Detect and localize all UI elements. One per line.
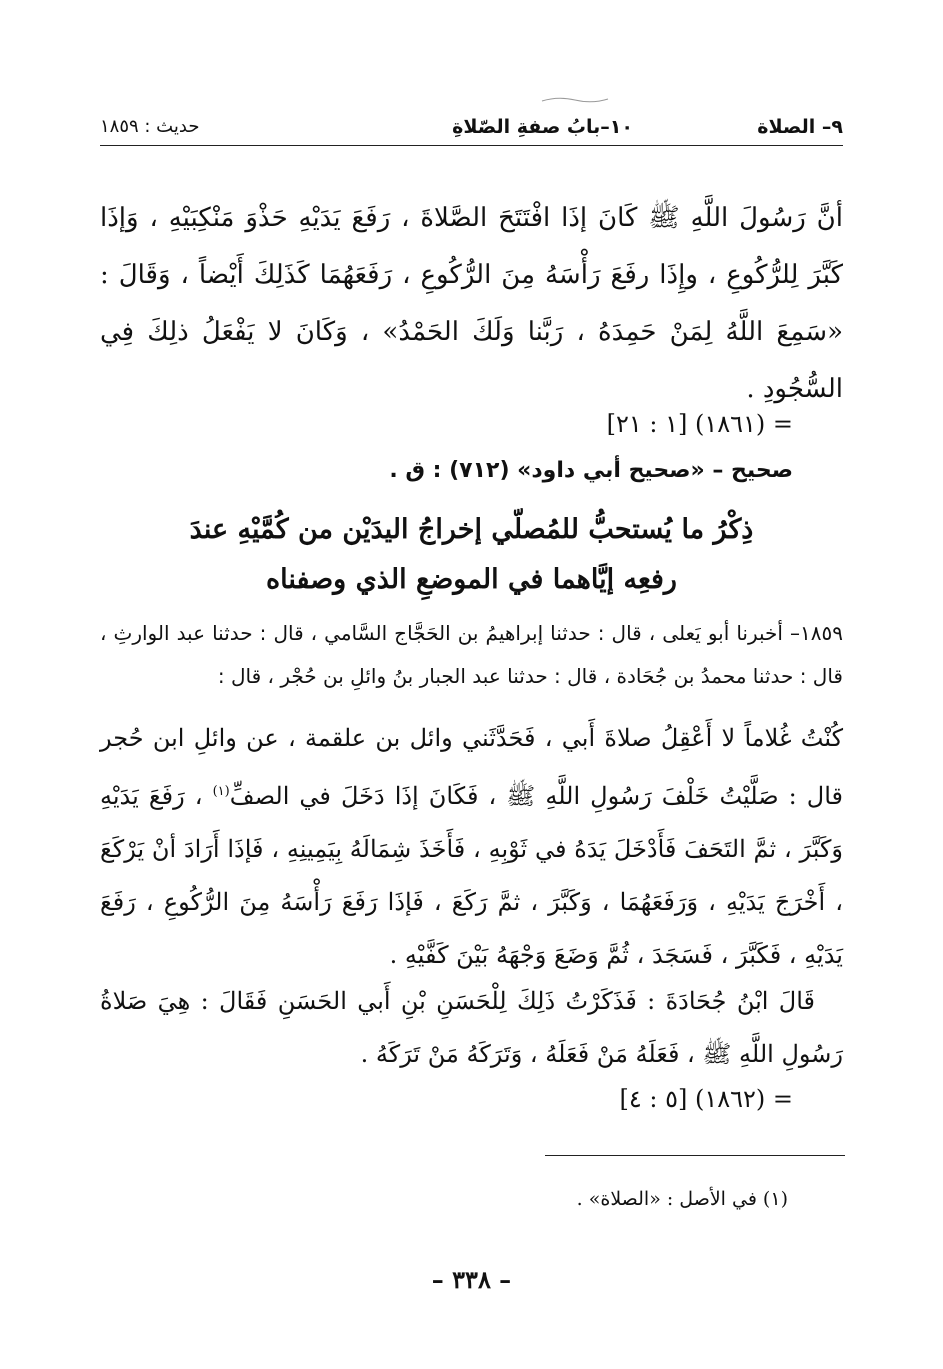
- header-section: ١٠–بابُ صفةِ الصّلاةِ: [452, 116, 633, 138]
- hadith-commentary: قَالَ ابْنُ جُحَادَةَ : فَذَكَرْتُ ذَلِكَ لِلْحَسَنِ بْنِ أَبي الحَسَنِ فَقَالَ : هِيَ صَلاةُ رَسُولِ اللَّهِ ﷺ ، فَعَلَهُ مَنْ فَعَلَهُ ، وَتَرَكَهُ مَنْ تَرَكَهُ .: [100, 987, 843, 1068]
- footnote-1: (١) في الأصل : «الصلاة» .: [576, 1188, 788, 1210]
- footnote-divider: [545, 1155, 845, 1156]
- footnote-marker[interactable]: (١): [212, 784, 230, 799]
- header-hadith-number: حديث : ١٨٥٩: [100, 116, 200, 137]
- chapter-heading-line-2: رفعِه إيَّاهما في الموضعِ الذي وصفناه: [266, 564, 677, 595]
- cross-reference-1862: = (١٨٦٢) [٥ : ٤]: [619, 1085, 793, 1113]
- header-divider: [100, 145, 843, 146]
- hadith-text-continued: أنَّ رَسُولَ اللَّهِ ﷺ كَانَ إذَا افْتَتَحَ الصَّلاةَ ، رَفَعَ يَدَيْهِ حَذْوَ مَنْكِبَيْهِ ، وَإذَا كَبَّرَ لِلرُّكُوعِ ، وإِذَا رفَعَ رَأْسَهُ مِنَ الرُّكُوعِ ، رَفَعَهُمَا كَذَلِكَ أَيْضاً ، وَقَالَ : «سَمِعَ اللَّهُ لِمَنْ حَمِدَهُ ، رَبَّنا وَلَكَ الحَمْدُ» ، وَكَانَ لا يَفْعَلُ ذلِكَ فِي السُّجُودِ .: [100, 203, 843, 404]
- matn-part-1: كُنْتُ غُلاماً لا أَعْقِلُ صلاةَ أَبي ، فَحَدَّثَني وائل بن علقمة ، عن وائلِ ابن حُجر قال : صَلَّيْتُ خَلْفَ رَسُولِ اللَّهِ ﷺ ، فَكَانَ إذَا دَخَلَ في الصفِّ: [100, 724, 844, 810]
- chapter-heading: [100, 505, 843, 605]
- matn-part-2: ، رَفَعَ يَدَيْهِ وَكَبَّرَ ، ثمَّ التَحَفَ فَأَدْخَلَ يَدَهُ في ثَوْبِهِ ، فَأَخَذَ شِمَالَهُ بِيَمِينِهِ ، فَإذَا أَرَادَ أنْ يَرْكَعَ ، أَخْرَجَ يَدَيْهِ ، وَرَفَعَهُمَا ، وَكَبَّرَ ، ثمَّ رَكَعَ ، فَإذَا رَفَعَ رَأْسَهُ مِنَ الرُّكُوعِ ، رَفَعَ يَدَيْهِ ، فَكَبَّرَ ، فَسَجَدَ ، ثُمَّ وَضَعَ وَجْهَهُ بَيْنَ كَفَّيْهِ .: [100, 782, 843, 969]
- header-chapter: ٩– الصلاة: [757, 116, 843, 138]
- header-ornament: [540, 95, 610, 105]
- hadith-matn-1859: [100, 712, 843, 982]
- hadith-isnad-1859: ١٨٥٩– أخبرنا أبو يَعلى ، قال : حدثنا إبراهيمُ بن الحَجَّاج السَّامي ، قال : حدثنا عبد الوارثِ ، قال : حدثنا محمدُ بن جُحَادة ، قال : حدثنا عبد الجبار بنُ وائلِ بن حُجْر ، قال :: [100, 621, 843, 688]
- page-number: – ٣٣٨ –: [431, 1265, 512, 1294]
- chapter-heading-line-1: ذِكْرُ ما يُستحبُّ للمُصلّي إخراجُ اليدَيْن من كُمَّيْهِ عندَ: [189, 514, 754, 545]
- hadith-grading: صحيح – «صحيح أبي داود» (٧١٢) : ق .: [389, 458, 793, 483]
- cross-reference-1861: = (١٨٦١) [١ : ٢١]: [606, 410, 793, 438]
- running-header: [100, 110, 843, 146]
